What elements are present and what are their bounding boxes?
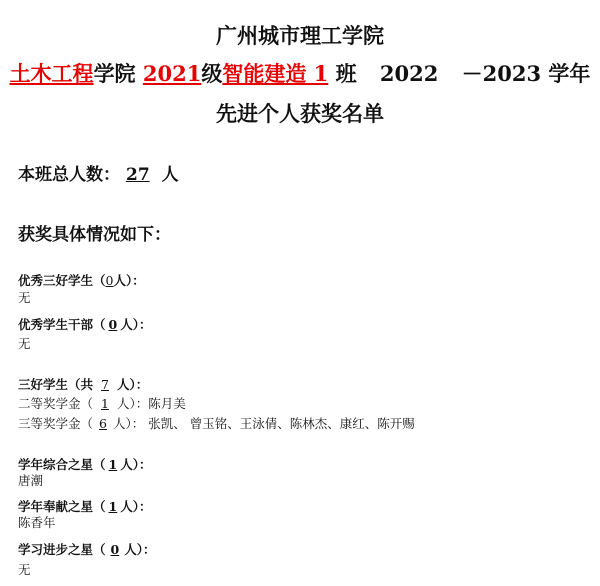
award-label-close: 人）： (116, 377, 149, 392)
award-label: 优秀学生干部（ (18, 317, 106, 332)
year-end: －2023 (461, 61, 542, 86)
prize-label: 二等奖学金（ (18, 396, 94, 411)
award-label-close: 人）： (120, 499, 152, 514)
class-total (18, 160, 179, 185)
award-names: 无 (18, 336, 31, 351)
college-suffix: 学院 (93, 61, 136, 86)
details-heading: 获奖具体情况如下： (18, 225, 171, 245)
award-names: 陈香年 (18, 515, 56, 530)
second-prize-row (18, 394, 186, 412)
award-label: 学年综合之星（ (18, 457, 106, 472)
award-count: 1 (108, 457, 118, 472)
total-label: 本班总人数： (18, 165, 120, 185)
award-label: 学习进步之星（ (18, 542, 106, 557)
prize-count: 1 (101, 396, 109, 411)
class-suffix: 班 (335, 61, 357, 86)
award-count: 0 (110, 542, 120, 557)
year-suffix: 学年 (548, 61, 591, 86)
school-name: 广州城市理工学院 (216, 23, 384, 48)
award-label: 优秀三好学生（ (18, 273, 106, 288)
award-label-close: 人）： (120, 457, 152, 472)
college-name: 土木工程 (9, 61, 94, 86)
award-count: 0 (108, 317, 118, 332)
prize-label-close: 人）： (112, 416, 145, 431)
award-excellent-student (18, 271, 145, 289)
award-label-close: 人）： (124, 542, 156, 557)
award-count: 7 (101, 377, 109, 392)
class-heading (0, 58, 600, 88)
award-label-close: 人）： (113, 273, 145, 288)
prize-names: 陈月美 (148, 396, 186, 411)
major-class: 智能建造 1 (222, 61, 329, 86)
list-title: 先进个人获奖名单 (216, 101, 384, 126)
third-prize-row (18, 414, 415, 432)
award-names: 唐潮 (18, 473, 44, 488)
award-excellent-cadre (18, 315, 151, 333)
award-label-close: 人）： (120, 317, 152, 332)
prize-names: 张凯、 曾玉铭、王泳倩、陈林杰、康红、陈开赐 (148, 416, 415, 431)
total-value: 27 (126, 165, 150, 185)
prize-label-close: 人）： (116, 396, 149, 411)
total-unit: 人 (161, 165, 179, 185)
year-start: 2022 (379, 61, 439, 86)
award-names: 无 (18, 290, 31, 305)
award-count: 1 (108, 499, 118, 514)
award-merit-student (18, 375, 148, 393)
grade-suffix: 级 (201, 61, 223, 86)
award-count: 0 (105, 273, 114, 288)
prize-count: 6 (99, 416, 107, 431)
award-label: 三好学生（共 (18, 377, 94, 392)
award-label: 学年奉献之星（ (18, 499, 106, 514)
prize-label: 三等奖学金（ (18, 416, 94, 431)
award-names: 无 (18, 562, 31, 577)
award-star-progress (18, 540, 155, 558)
grade-year: 2021 (142, 61, 202, 86)
